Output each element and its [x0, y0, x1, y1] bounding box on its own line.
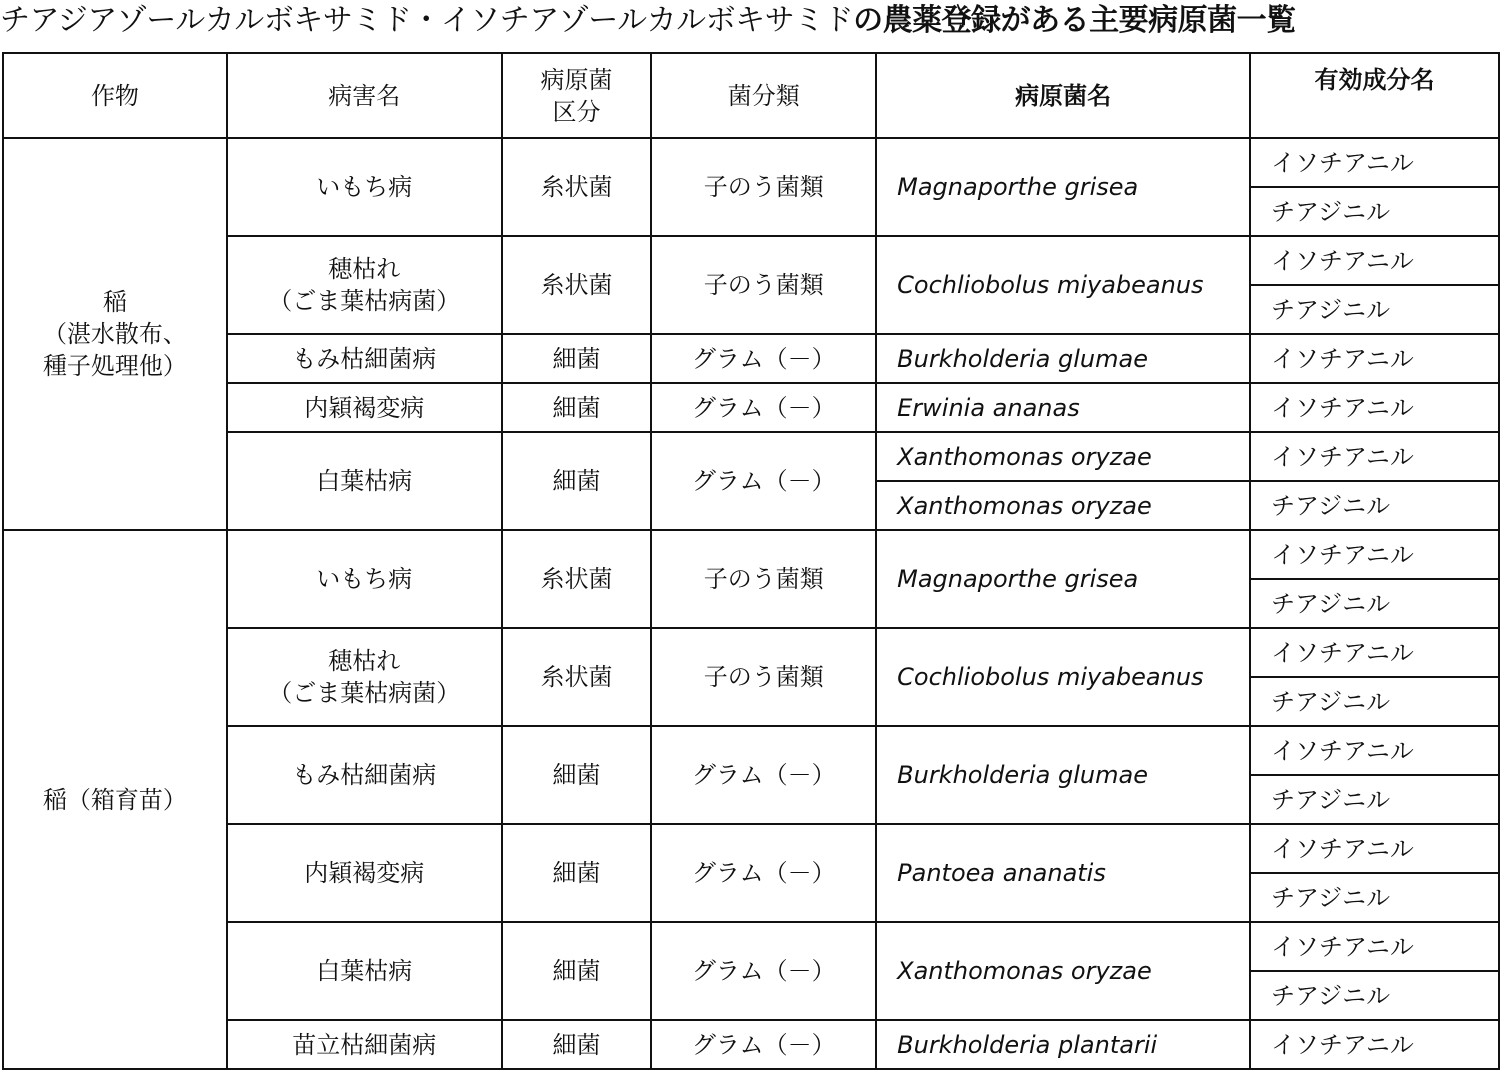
disease-line: もみ枯細菌病: [292, 761, 437, 789]
disease-cell: [227, 383, 502, 432]
header-classification: 菌分類: [651, 53, 876, 138]
disease-line: いもち病: [316, 565, 413, 593]
category-cell: 細菌: [502, 334, 652, 383]
category-cell: 細菌: [502, 432, 652, 530]
classification-cell: 子のう菌類: [651, 628, 876, 726]
disease-line: 内穎褐変病: [304, 393, 425, 422]
disease-cell: [227, 922, 502, 1020]
table-row: [3, 824, 1499, 873]
header-category: [502, 53, 652, 138]
disease-cell: [227, 236, 502, 334]
disease-line: 穂枯れ: [328, 647, 401, 675]
disease-cell: [227, 432, 502, 530]
disease-cell: [227, 628, 502, 726]
ingredient-cell: イソチアニル: [1250, 236, 1499, 285]
table-row: [3, 236, 1499, 285]
ingredient-cell: イソチアニル: [1250, 383, 1499, 432]
disease-cell: [227, 1020, 502, 1069]
pathogen-cell: Cochliobolus miyabeanus: [876, 628, 1250, 726]
disease-line: （ごま葉枯病菌）: [268, 287, 461, 315]
ingredient-cell: チアジニル: [1250, 971, 1499, 1020]
title-main: チアジアゾールカルボキサミド・イソチアゾールカルボキサミド: [0, 3, 854, 38]
table-row: [3, 530, 1499, 579]
disease-cell: [227, 824, 502, 922]
category-cell: 細菌: [502, 922, 652, 1020]
header-category-line1: 病原菌: [540, 65, 613, 94]
table-row: [3, 334, 1499, 383]
category-cell: 糸状菌: [502, 530, 652, 628]
ingredient-cell: イソチアニル: [1250, 530, 1499, 579]
ingredient-cell: チアジニル: [1250, 775, 1499, 824]
pathogen-cell: Cochliobolus miyabeanus: [876, 236, 1250, 334]
ingredient-cell: イソチアニル: [1250, 824, 1499, 873]
pathogen-cell: Xanthomonas oryzae: [876, 432, 1250, 481]
classification-cell: グラム（－）: [651, 334, 876, 383]
header-category-line2: 区分: [552, 97, 601, 126]
header-disease: 病害名: [227, 53, 502, 138]
crop-line: （湛水散布、: [42, 320, 187, 348]
table-header: [3, 53, 1499, 138]
ingredient-cell: イソチアニル: [1250, 922, 1499, 971]
ingredient-cell: イソチアニル: [1250, 726, 1499, 775]
category-cell: 細菌: [502, 726, 652, 824]
category-cell: 糸状菌: [502, 138, 652, 236]
classification-cell: 子のう菌類: [651, 236, 876, 334]
disease-line: もみ枯細菌病: [292, 344, 437, 373]
classification-cell: グラム（－）: [651, 824, 876, 922]
disease-line: いもち病: [316, 173, 413, 201]
page-title: [0, 0, 1500, 46]
pathogen-cell: Magnaporthe grisea: [876, 138, 1250, 236]
disease-cell: [227, 334, 502, 383]
classification-cell: グラム（－）: [651, 922, 876, 1020]
disease-cell: [227, 530, 502, 628]
crop-cell: [3, 138, 227, 530]
ingredient-cell: チアジニル: [1250, 677, 1499, 726]
pathogen-cell: Xanthomonas oryzae: [876, 922, 1250, 1020]
pathogen-cell: Burkholderia glumae: [876, 726, 1250, 824]
disease-line: 穂枯れ: [328, 255, 401, 283]
header-ingredient: 有効成分名: [1250, 53, 1499, 138]
disease-line: 白葉枯病: [316, 467, 413, 495]
pathogen-cell: Pantoea ananatis: [876, 824, 1250, 922]
ingredient-cell: チアジニル: [1250, 285, 1499, 334]
crop-cell: [3, 530, 227, 1069]
table-row: [3, 138, 1499, 187]
crop-line: 稲: [102, 288, 127, 316]
disease-cell: [227, 138, 502, 236]
pathogen-table: [2, 52, 1500, 1070]
ingredient-cell: チアジニル: [1250, 481, 1499, 530]
crop-line: 種子処理他）: [42, 352, 187, 380]
table-body: [3, 138, 1499, 1069]
table-row: [3, 922, 1499, 971]
ingredient-cell: イソチアニル: [1250, 628, 1499, 677]
ingredient-cell: イソチアニル: [1250, 334, 1499, 383]
disease-line: （ごま葉枯病菌）: [268, 679, 461, 707]
title-suffix: の農薬登録がある主要病原菌一覧: [853, 3, 1296, 38]
pathogen-cell: Xanthomonas oryzae: [876, 481, 1250, 530]
ingredient-cell: イソチアニル: [1250, 138, 1499, 187]
classification-cell: グラム（－）: [651, 432, 876, 530]
classification-cell: 子のう菌類: [651, 138, 876, 236]
classification-cell: グラム（－）: [651, 726, 876, 824]
ingredient-cell: イソチアニル: [1250, 1020, 1499, 1069]
pathogen-cell: Magnaporthe grisea: [876, 530, 1250, 628]
category-cell: 糸状菌: [502, 236, 652, 334]
table-row: [3, 726, 1499, 775]
table-row: [3, 1020, 1499, 1069]
disease-cell: [227, 726, 502, 824]
table-row: [3, 628, 1499, 677]
ingredient-cell: チアジニル: [1250, 873, 1499, 922]
pathogen-cell: Burkholderia plantarii: [876, 1020, 1250, 1069]
ingredient-cell: チアジニル: [1250, 187, 1499, 236]
ingredient-cell: チアジニル: [1250, 579, 1499, 628]
header-pathogen: 病原菌名: [876, 53, 1250, 138]
disease-line: 苗立枯細菌病: [292, 1030, 437, 1059]
category-cell: 糸状菌: [502, 628, 652, 726]
classification-cell: 子のう菌類: [651, 530, 876, 628]
pathogen-cell: Erwinia ananas: [876, 383, 1250, 432]
disease-line: 内穎褐変病: [304, 859, 425, 887]
table-row: [3, 383, 1499, 432]
classification-cell: グラム（－）: [651, 1020, 876, 1069]
disease-line: 白葉枯病: [316, 957, 413, 985]
table-row: [3, 432, 1499, 481]
header-crop: 作物: [3, 53, 227, 138]
classification-cell: グラム（－）: [651, 383, 876, 432]
crop-line: 稲（箱育苗）: [42, 785, 187, 814]
pathogen-cell: Burkholderia glumae: [876, 334, 1250, 383]
ingredient-cell: イソチアニル: [1250, 432, 1499, 481]
category-cell: 細菌: [502, 383, 652, 432]
category-cell: 細菌: [502, 824, 652, 922]
category-cell: 細菌: [502, 1020, 652, 1069]
